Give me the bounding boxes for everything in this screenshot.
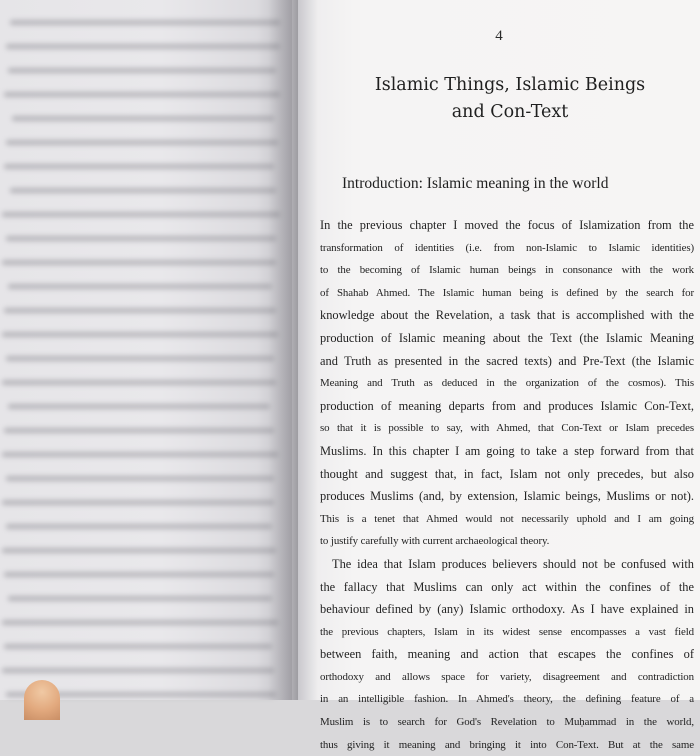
blur-line bbox=[6, 236, 276, 241]
body-line: the previous chapters, Islam in its widest sense encompasses a vast field bbox=[320, 625, 694, 638]
body-line: production of meaning departs from and produces Islamic Con-Text, bbox=[320, 398, 694, 413]
body-line: This is a tenet that Ahmed would not necessarily uphold and I am going bbox=[320, 512, 694, 525]
blur-line bbox=[12, 116, 274, 121]
chapter-title-line-1: Islamic Things, Islamic Beings bbox=[374, 75, 646, 95]
chapter-number: 4 bbox=[495, 28, 503, 44]
blur-line bbox=[2, 332, 278, 337]
blur-line bbox=[4, 308, 276, 313]
body-line: produces Muslims (and, by extension, Islamic beings, Muslims or not). bbox=[320, 489, 694, 504]
body-line: behaviour defined by (any) Islamic orthodoxy. As I have explained in bbox=[320, 602, 694, 617]
body-line: Muslims. In this chapter I am going to take a step forward from that bbox=[320, 443, 694, 458]
body-line: to the becoming of Islamic human beings in consonance with the work bbox=[320, 264, 694, 277]
blur-line bbox=[6, 476, 274, 481]
body-text bbox=[320, 214, 694, 756]
blur-line bbox=[8, 404, 270, 409]
left-page-blurred-text bbox=[0, 20, 290, 716]
blur-line bbox=[10, 20, 280, 25]
blur-line bbox=[2, 548, 276, 553]
blur-line bbox=[4, 572, 274, 577]
chapter-title bbox=[320, 72, 700, 126]
body-line: to justify carefully with current archaeological theory. bbox=[320, 535, 550, 548]
body-line: thus giving it meaning and bringing it into Con-Text. But at the same bbox=[320, 738, 694, 751]
body-line: the fallacy that Muslims can only act within the confines of the bbox=[320, 579, 694, 594]
blur-line bbox=[4, 428, 274, 433]
blur-line bbox=[8, 596, 272, 601]
blur-line bbox=[6, 140, 278, 145]
blur-line bbox=[2, 620, 278, 625]
blur-line bbox=[4, 92, 280, 97]
body-line: so that it is possible to say, with Ahmed, that Con-Text or Islam precedes bbox=[320, 422, 694, 435]
body-line: between faith, meaning and action that escapes the confines of bbox=[320, 647, 694, 662]
body-line: thought and suggest that, in fact, Islam not only precedes, but also bbox=[320, 466, 694, 481]
body-line: knowledge about the Revelation, a task that is accomplished with the bbox=[320, 308, 694, 323]
body-line: orthodoxy and allows space for variety, disagreement and contradiction bbox=[320, 670, 694, 683]
body-line: In the previous chapter I moved the focus of Islamization from the bbox=[320, 218, 694, 232]
blur-line bbox=[10, 188, 276, 193]
blur-line bbox=[8, 284, 272, 289]
blur-line bbox=[2, 668, 274, 673]
left-page bbox=[0, 0, 292, 700]
blur-line bbox=[4, 644, 272, 649]
blur-line bbox=[6, 44, 280, 49]
body-line: production of Islamic meaning about the Text (the Islamic Meaning bbox=[320, 330, 694, 345]
blur-line bbox=[6, 524, 272, 529]
blur-line bbox=[2, 452, 278, 457]
blur-line bbox=[2, 260, 276, 265]
body-line: Muslim is to search for God's Revelation to Muḥammad in the world, bbox=[320, 716, 694, 729]
blur-line bbox=[2, 500, 274, 505]
body-line: in an intelligible fashion. In Ahmed's theory, the defining feature of a bbox=[320, 693, 694, 706]
right-page bbox=[298, 0, 700, 751]
blur-line bbox=[6, 356, 274, 361]
blur-line bbox=[4, 164, 274, 169]
blur-line bbox=[8, 68, 276, 73]
body-line: of Shahab Ahmed. The Islamic human being is defined by the search for bbox=[320, 286, 694, 299]
blur-line bbox=[2, 212, 280, 217]
blur-line bbox=[2, 380, 276, 385]
body-line: transformation of identities (i.e. from non-Islamic to Islamic identities) bbox=[320, 241, 694, 254]
chapter-title-line-2: and Con-Text bbox=[451, 102, 569, 122]
body-line: The idea that Islam produces believers should not be confused with bbox=[332, 556, 694, 571]
body-line: Meaning and Truth as deduced in the organization of the cosmos). This bbox=[320, 377, 694, 390]
section-heading: Introduction: Islamic meaning in the world bbox=[342, 175, 609, 192]
thumb bbox=[24, 680, 60, 720]
body-line: and Truth as presented in the sacred texts) and Pre-Text (the Islamic bbox=[320, 353, 694, 368]
